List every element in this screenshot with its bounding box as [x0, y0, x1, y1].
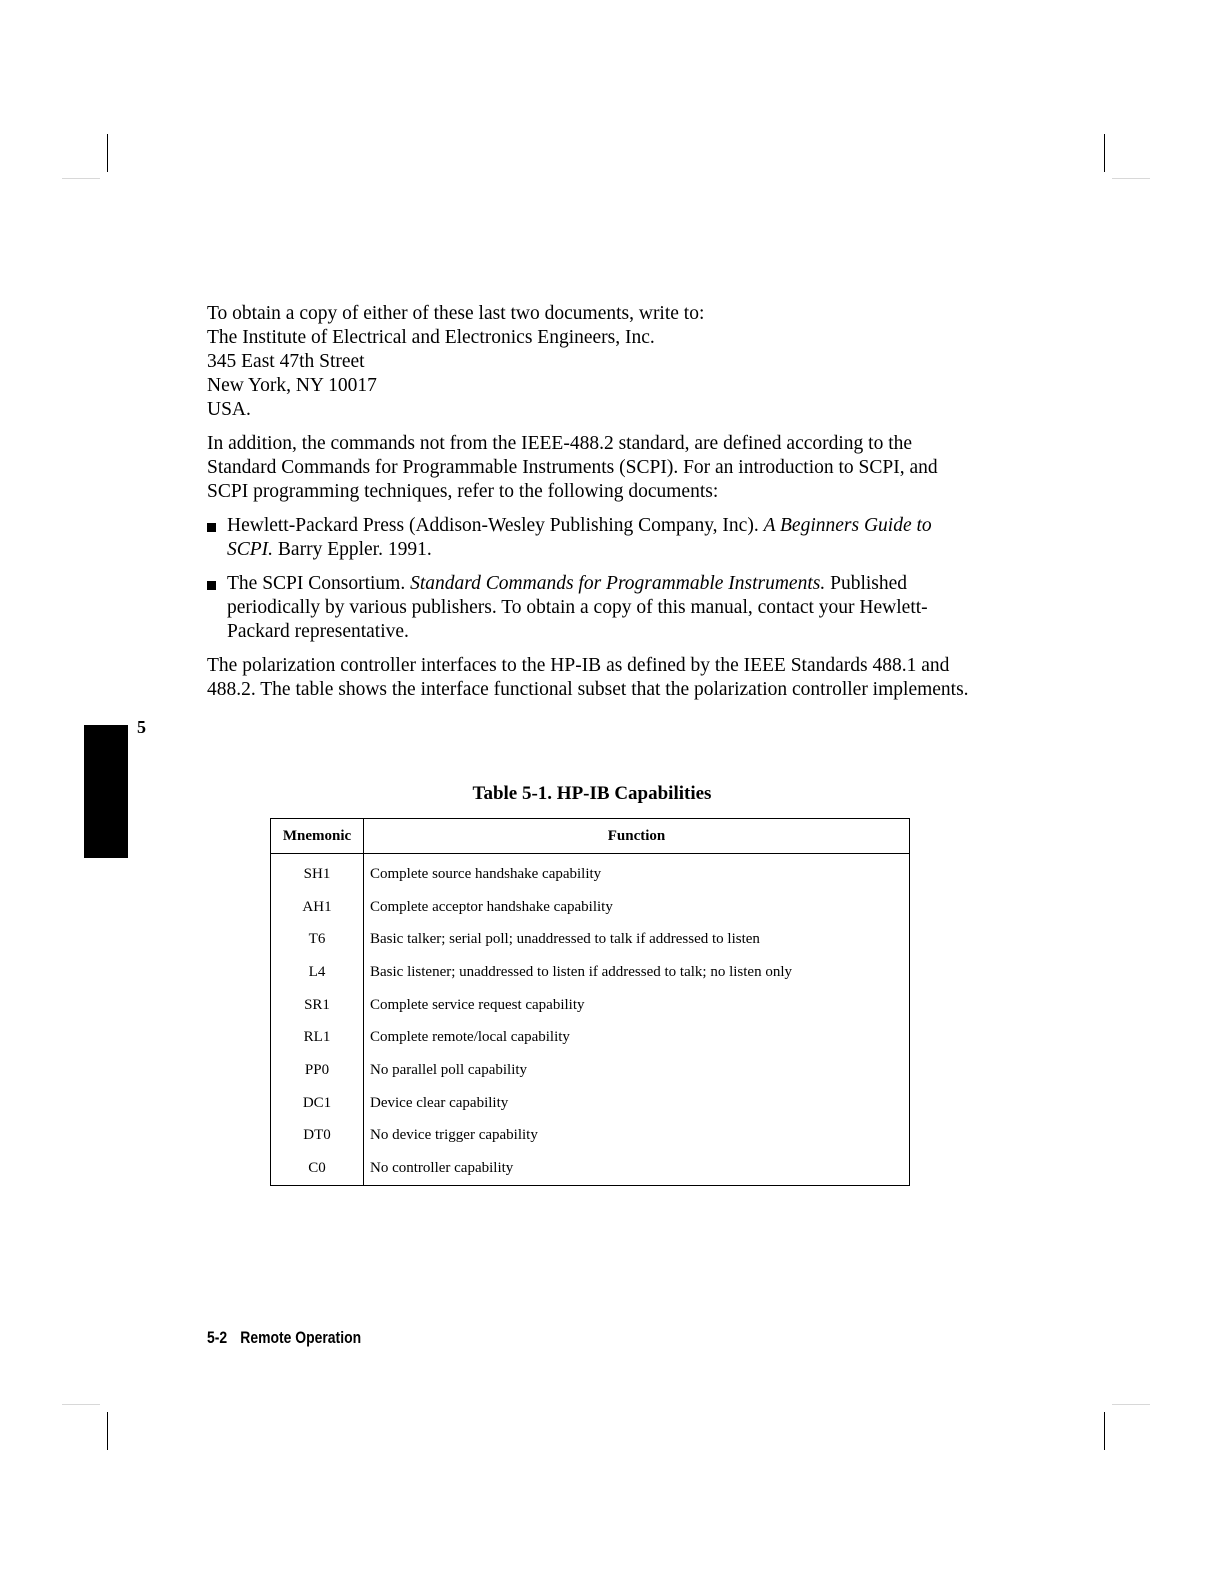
crop-mark-top-left: [107, 134, 108, 172]
mnemonic-cell: RL1: [271, 1021, 364, 1054]
table-row: [271, 989, 910, 1022]
capabilities-table: [270, 818, 910, 1186]
function-cell: Complete source handshake capability: [370, 865, 602, 882]
crop-mark-top-right: [1104, 134, 1105, 172]
mnemonic-cell: AH1: [271, 891, 364, 924]
function-cell: No parallel poll capability: [370, 1061, 528, 1078]
function-cell: No controller capability: [370, 1160, 514, 1177]
table-row: [271, 923, 910, 956]
table-row: [271, 854, 910, 891]
reference-item: [207, 572, 977, 644]
reference-text: Hewlett-Packard Press (Addison-Wesley Publishing Company, Inc).: [227, 515, 764, 536]
address-line: The Institute of Electrical and Electronics Engineers, Inc.: [207, 327, 655, 348]
function-cell: Complete service request capability: [370, 996, 585, 1013]
reference-item: [207, 514, 977, 562]
address-block: [207, 302, 977, 422]
bullet-square-icon: [207, 581, 216, 590]
reference-text: Barry Eppler. 1991.: [273, 539, 432, 560]
mnemonic-cell: SR1: [271, 989, 364, 1022]
mnemonic-cell: C0: [271, 1152, 364, 1185]
hpib-paragraph: The polarization controller interfaces to the HP-IB as defined by the IEEE Standards 488.1 and 488.2. The table shows the interface functional subset that the polarization controller implements.: [207, 655, 969, 700]
function-cell: Basic listener; unaddressed to listen if addressed to talk; no listen only: [370, 963, 792, 980]
table-row: [271, 956, 910, 989]
mnemonic-cell: T6: [271, 923, 364, 956]
reference-list: [207, 514, 977, 644]
bullet-square-icon: [207, 523, 216, 532]
chapter-tab-bar: [84, 725, 128, 858]
body-text: [207, 302, 977, 712]
table-caption: Table 5-1. HP-IB Capabilities: [472, 783, 712, 804]
section-title: Remote Operation: [240, 1328, 362, 1347]
crop-mark-top-right-h: [1112, 178, 1150, 179]
mnemonic-cell: L4: [271, 956, 364, 989]
table-row: [271, 1152, 910, 1185]
column-header-function: Function: [364, 819, 910, 854]
function-cell: Complete remote/local capability: [370, 1029, 570, 1046]
crop-mark-bottom-left-h: [62, 1404, 100, 1405]
table-row: [271, 1087, 910, 1120]
function-cell: No device trigger capability: [370, 1127, 538, 1144]
reference-text: The SCPI Consortium.: [227, 573, 411, 594]
crop-mark-bottom-right: [1104, 1412, 1105, 1450]
table-row: [271, 1021, 910, 1054]
reference-title: Standard Commands for Programmable Instruments.: [410, 573, 826, 594]
mnemonic-cell: PP0: [271, 1054, 364, 1087]
reference-text: Published periodically by various publishers. To obtain a copy of this manual, contact your Hewlett-Packard representative.: [227, 573, 928, 642]
function-cell: Device clear capability: [370, 1094, 509, 1111]
table-row: [271, 1054, 910, 1087]
table-header-row: [271, 819, 910, 854]
address-line: 345 East 47th Street: [207, 351, 365, 372]
chapter-tab-number: 5: [137, 717, 146, 737]
mnemonic-cell: SH1: [271, 854, 364, 891]
function-cell: Basic talker; serial poll; unaddressed to talk if addressed to listen: [370, 931, 760, 948]
table-row: [271, 891, 910, 924]
crop-mark-top-left-h: [62, 178, 100, 179]
crop-mark-bottom-right-h: [1112, 1404, 1150, 1405]
write-to-line: To obtain a copy of either of these last two documents, write to:: [207, 303, 705, 324]
function-cell: Complete acceptor handshake capability: [370, 898, 613, 915]
page-footer: [207, 1328, 361, 1348]
column-header-mnemonic: Mnemonic: [271, 819, 364, 854]
mnemonic-cell: DC1: [271, 1087, 364, 1120]
page-number: 5-2: [207, 1328, 228, 1347]
reference-title: A Beginners Guide to SCPI.: [227, 515, 932, 560]
crop-mark-bottom-left: [107, 1412, 108, 1450]
address-line: USA.: [207, 399, 251, 420]
mnemonic-cell: DT0: [271, 1120, 364, 1153]
scpi-paragraph: In addition, the commands not from the IEEE-488.2 standard, are defined according to the Standard Commands for Programmable Instruments (SCPI). For an introduction to SCPI, and SCPI programming techniques, refer to the following documents:: [207, 433, 938, 502]
address-line: New York, NY 10017: [207, 375, 377, 396]
table-row: [271, 1120, 910, 1153]
